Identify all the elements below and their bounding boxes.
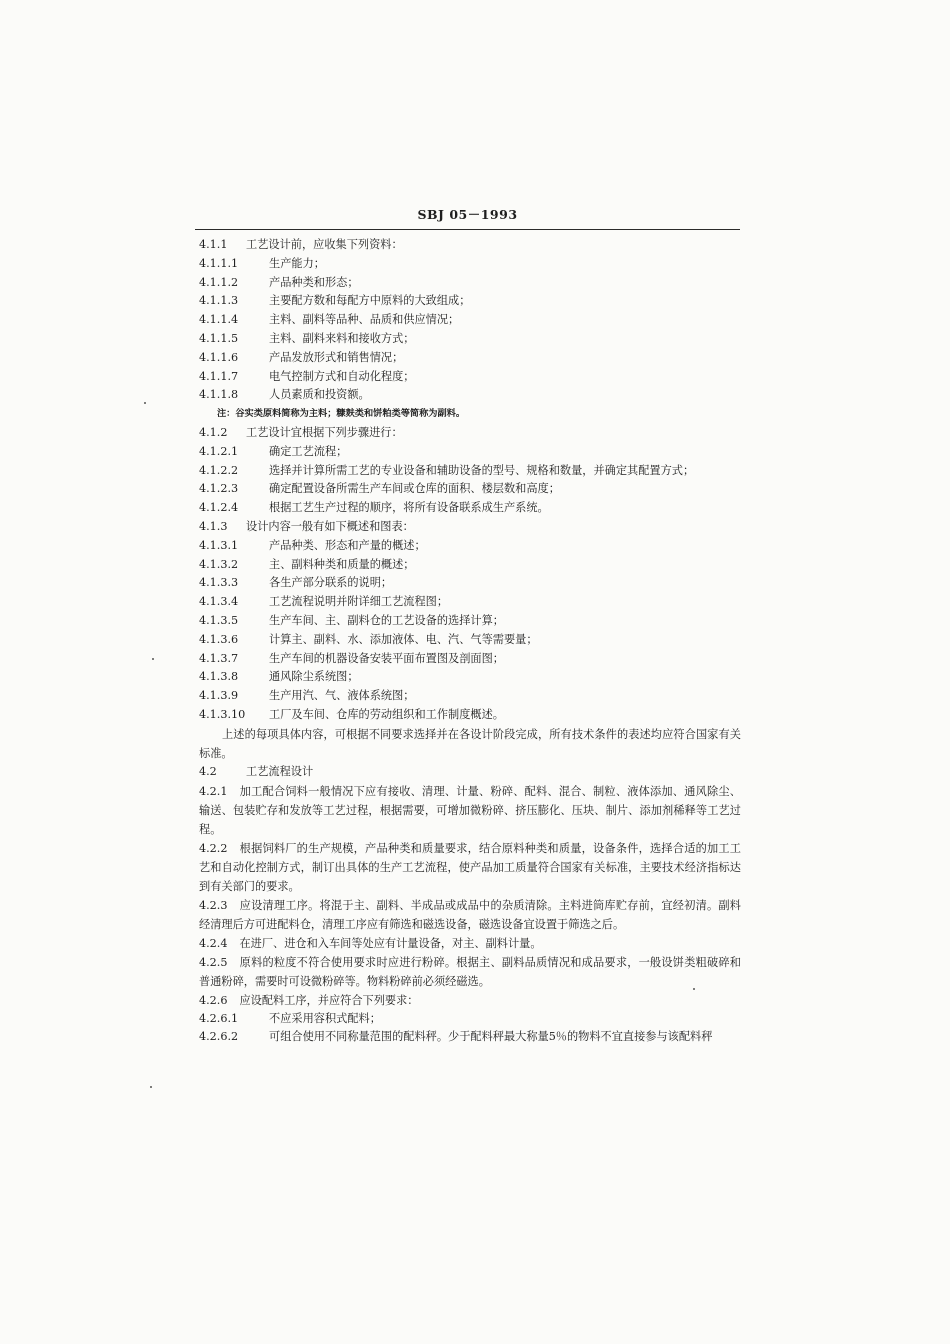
clause-number: 4.1.2.4 <box>199 501 239 515</box>
scan-speck <box>144 402 146 404</box>
clause-number: 4.1.1.2 <box>199 275 239 289</box>
clause-text: 在进厂、进仓和入车间等处应有计量设备，对主、副料计量。 <box>239 936 542 950</box>
clause-number: 4.2.5 <box>199 955 228 969</box>
scan-speck <box>150 1086 152 1088</box>
clause-list-4-2-6 <box>199 1010 741 1048</box>
clause-item <box>199 1010 741 1029</box>
clause-text: 生产用汽、气、液体系统图； <box>269 689 415 703</box>
clause-number: 4.1.3.1 <box>199 538 239 552</box>
clause-number: 4.1.1.6 <box>199 350 239 364</box>
clause-number: 4.1.3.2 <box>199 557 239 571</box>
header-rule <box>195 229 740 230</box>
clause-text: 工艺设计前，应收集下列资料： <box>246 238 403 251</box>
clause-item <box>199 368 741 387</box>
clause-list-4-1-1 <box>199 236 741 405</box>
clause-number: 4.1.2.2 <box>199 463 239 477</box>
clause-text: 生产能力； <box>269 256 325 270</box>
document-body <box>199 236 741 1047</box>
clause-text: 根据工艺生产过程的顺序，将所有设备联系成生产系统。 <box>269 501 549 515</box>
clause-number: 4.1.3.4 <box>199 595 239 609</box>
clause-item <box>199 480 741 499</box>
clause-text: 工艺设计宜根据下列步骤进行： <box>246 425 403 439</box>
clause-number: 4.1.3.7 <box>199 651 239 665</box>
clause-number: 4.2.6.1 <box>199 1011 239 1025</box>
clause-item <box>199 593 741 612</box>
clause-text: 设计内容一般有如下概述和图表： <box>246 519 414 533</box>
clause-text: 主要配方数和每配方中原料的大致组成； <box>269 294 471 308</box>
clause-item <box>199 612 741 631</box>
clause-text: 确定配置设备所需生产车间或仓库的面积、楼层数和高度； <box>269 482 560 496</box>
clause-text: 主料、副料等品种、品质和供应情况； <box>269 313 460 327</box>
clause-number: 4.1.3.6 <box>199 632 239 646</box>
clause-number: 4.1.1.4 <box>199 313 239 327</box>
clause-number: 4.1.1 <box>199 238 228 251</box>
clause-item <box>199 330 741 349</box>
clause-item <box>199 668 741 687</box>
clause-item <box>199 537 741 556</box>
clause-number: 4.1.3.5 <box>199 613 239 627</box>
clause-item <box>199 499 741 518</box>
clause-number: 4.1.1.8 <box>199 388 239 402</box>
clause-number: 4.1.3.8 <box>199 670 239 684</box>
clause-item <box>199 255 741 274</box>
section-number: 4.2 <box>199 764 217 778</box>
clause-number: 4.1.3.10 <box>199 707 246 721</box>
clause-text: 生产车间、主、副料仓的工艺设备的选择计算； <box>269 613 504 627</box>
clause-item <box>199 424 741 443</box>
clause-number: 4.1.1.3 <box>199 294 239 308</box>
clause-number: 4.1.1.1 <box>199 256 239 270</box>
clause-paragraph <box>199 953 741 991</box>
clause-item <box>199 274 741 293</box>
clause-item <box>199 518 741 537</box>
clause-number: 4.1.2.3 <box>199 482 239 496</box>
clause-number: 4.1.3.9 <box>199 689 239 703</box>
clause-text: 主料、副料来料和接收方式； <box>269 331 415 345</box>
clause-text: 电气控制方式和自动化程度； <box>269 369 415 383</box>
clause-number: 4.1.1.7 <box>199 369 239 383</box>
clause-text: 计算主、副料、水、添加液体、电、汽、气等需要量； <box>269 632 538 646</box>
section-title: 工艺流程设计 <box>246 764 314 778</box>
clause-paragraph <box>199 839 741 896</box>
clause-item <box>199 236 741 255</box>
clause-item <box>199 631 741 650</box>
page-header: SBJ 05－1993 <box>417 207 518 222</box>
clause-number: 4.2.2 <box>199 841 228 855</box>
clause-item <box>199 1028 741 1047</box>
clause-text: 可组合使用不同称量范围的配料秤。少于配料秤最大称量5％的物料不宜直接参与该配料秤 <box>269 1030 713 1044</box>
clause-list-4-1-2 <box>199 424 741 725</box>
clause-paragraphs-4-2 <box>199 782 741 1010</box>
clause-number: 4.1.2 <box>199 425 228 439</box>
clause-paragraph <box>199 782 741 839</box>
clause-number: 4.2.6.2 <box>199 1030 239 1044</box>
clause-item <box>199 556 741 575</box>
clause-text: 通风除尘系统图； <box>269 670 359 684</box>
clause-number: 4.1.3.3 <box>199 576 239 590</box>
clause-text: 各生产部分联系的说明； <box>269 576 393 590</box>
clause-paragraph <box>199 991 741 1010</box>
clause-text: 产品种类和形态； <box>269 275 359 289</box>
clause-text: 加工配合饲料一般情况下应有接收、清理、计量、粉碎、配料、混合、制粒、液体添加、通风除尘、输送、包装贮存和发放等工艺过程，根据需要，可增加微粉碎、挤压膨化、压块、制片、添加剂稀释等工艺过程。 <box>199 784 741 836</box>
clause-number: 4.2.1 <box>199 784 228 798</box>
clause-item <box>199 443 741 462</box>
clause-number: 4.2.4 <box>199 936 228 950</box>
clause-text: 生产车间的机器设备安装平面布置图及剖面图； <box>269 651 504 665</box>
scan-speck <box>693 988 695 990</box>
clause-item <box>199 292 741 311</box>
clause-item <box>199 706 741 725</box>
clause-item <box>199 349 741 368</box>
scan-speck <box>152 658 154 660</box>
clause-text: 确定工艺流程； <box>269 444 348 458</box>
clause-text: 工厂及车间、仓库的劳动组织和工作制度概述。 <box>269 707 504 721</box>
clause-text: 应设配料工序，并应符合下列要求： <box>239 993 419 1007</box>
clause-text: 主、副料种类和质量的概述； <box>269 557 415 571</box>
clause-item <box>199 650 741 669</box>
clause-paragraph <box>199 896 741 934</box>
clause-number: 4.1.2.1 <box>199 444 239 458</box>
clause-item <box>199 574 741 593</box>
clause-text: 不应采用容积式配料； <box>269 1011 381 1025</box>
note: 注：谷实类原料简称为主料；糠麸类和饼粕类等简称为副料。 <box>217 408 466 420</box>
clause-item <box>199 687 741 706</box>
clause-item <box>199 386 741 405</box>
clause-number: 4.1.1.5 <box>199 331 239 345</box>
clause-item <box>199 311 741 330</box>
clause-number: 4.2.6 <box>199 993 228 1007</box>
section-heading <box>199 763 741 782</box>
clause-text: 产品种类、形态和产量的概述； <box>269 538 426 552</box>
summary-paragraph: 上述的每项具体内容，可根据不同要求选择并在各设计阶段完成，所有技术条件的表述均应符合国家有关标准。 <box>199 727 741 760</box>
clause-text: 应设清理工序。将混于主、副料、半成品或成品中的杂质清除。主料进筒库贮存前，宜经初清。副料经清理后方可进配料仓，清理工序应有筛选和磁选设备，磁选设备宜设置于筛选之后。 <box>199 898 741 931</box>
clause-text: 选择并计算所需工艺的专业设备和辅助设备的型号、规格和数量，并确定其配置方式； <box>269 463 695 477</box>
clause-item <box>199 462 741 481</box>
clause-text: 根据饲料厂的生产规模，产品种类和质量要求，结合原料种类和质量，设备条件，选择合适的加工工艺和自动化控制方式，制订出具体的生产工艺流程，使产品加工质量符合国家有关标准，主要技术经济指标达到有关部门的要求。 <box>199 841 741 893</box>
clause-text: 产品发放形式和销售情况； <box>269 350 404 364</box>
clause-number: 4.2.3 <box>199 898 228 912</box>
clause-text: 原料的粒度不符合使用要求时应进行粉碎。根据主、副料品质情况和成品要求，一般设饼类粗破碎和普通粉碎，需要时可设微粉碎等。物料粉碎前必须经磁选。 <box>199 955 741 988</box>
clause-paragraph <box>199 934 741 953</box>
clause-text: 工艺流程说明并附详细工艺流程图； <box>269 595 449 609</box>
clause-number: 4.1.3 <box>199 519 228 533</box>
clause-text: 人员素质和投资额。 <box>269 388 370 402</box>
